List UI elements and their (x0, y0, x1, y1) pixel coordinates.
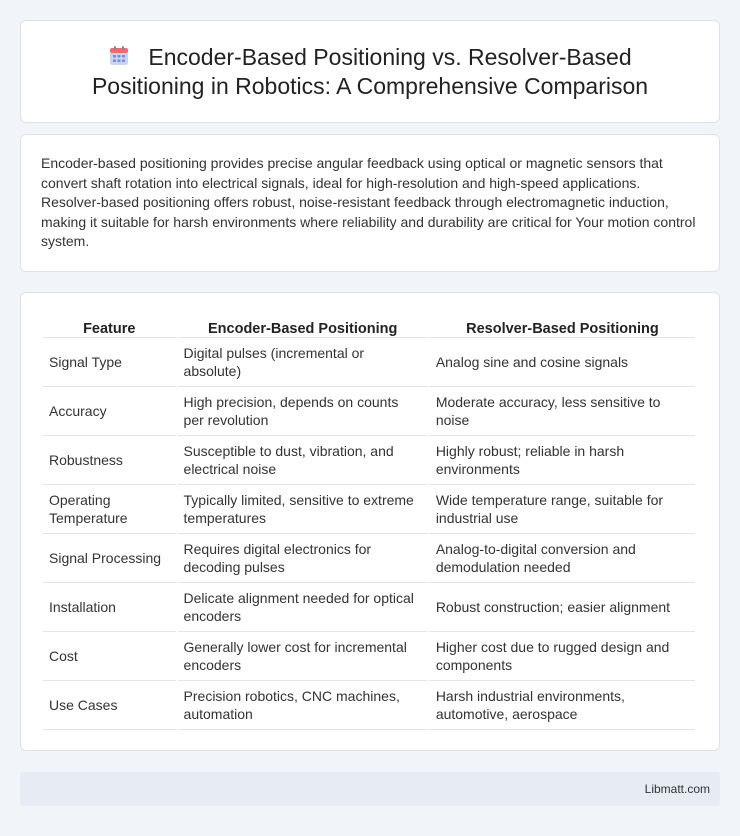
table-row (43, 632, 695, 681)
feature-cell: Signal Processing (43, 534, 176, 583)
feature-cell: Robustness (43, 436, 176, 485)
comparison-card (20, 292, 720, 751)
header-encoder: Encoder-Based Positioning (178, 313, 428, 338)
intro-card (20, 134, 720, 272)
table-row (43, 387, 695, 436)
feature-cell: Signal Type (43, 338, 176, 387)
footer-brand[interactable]: Libmatt.com (644, 782, 710, 796)
encoder-cell: Requires digital electronics for decoding pulses (178, 534, 428, 583)
encoder-cell: Typically limited, sensitive to extreme temperatures (178, 485, 428, 534)
table-row (43, 583, 695, 632)
resolver-cell: Analog-to-digital conversion and demodulation needed (430, 534, 695, 583)
title-text: Encoder-Based Positioning vs. Resolver-Based Positioning in Robotics: A Comprehensive Comparison (91, 43, 649, 99)
table-row (43, 338, 695, 387)
encoder-cell: Susceptible to dust, vibration, and electrical noise (178, 436, 428, 485)
resolver-cell: Harsh industrial environments, automotive, aerospace (430, 681, 695, 730)
page-title (51, 43, 689, 101)
calendar-icon (108, 45, 130, 67)
intro-text: Encoder-based positioning provides precise angular feedback using optical or magnetic sensors that convert shaft rotation into electrical signals, ideal for high-resolution and high-speed applications. Resolver-based positioning offers robust, noise-resistant feedback through electromagnetic induction, making it suitable for harsh environments where reliability and durability are critical for Your motion control system. (41, 155, 696, 249)
resolver-cell: Moderate accuracy, less sensitive to noise (430, 387, 695, 436)
table-row (43, 436, 695, 485)
header-feature: Feature (43, 313, 176, 338)
encoder-cell: Precision robotics, CNC machines, automation (178, 681, 428, 730)
header-resolver: Resolver-Based Positioning (430, 313, 695, 338)
resolver-cell: Highly robust; reliable in harsh environments (430, 436, 695, 485)
feature-cell: Use Cases (43, 681, 176, 730)
resolver-cell: Wide temperature range, suitable for industrial use (430, 485, 695, 534)
encoder-cell: Delicate alignment needed for optical encoders (178, 583, 428, 632)
encoder-cell: Generally lower cost for incremental encoders (178, 632, 428, 681)
feature-cell: Accuracy (43, 387, 176, 436)
table-header-row (43, 313, 695, 338)
resolver-cell: Analog sine and cosine signals (430, 338, 695, 387)
resolver-cell: Robust construction; easier alignment (430, 583, 695, 632)
comparison-table (41, 313, 697, 730)
footer-bar (20, 772, 720, 806)
table-row (43, 534, 695, 583)
feature-cell: Installation (43, 583, 176, 632)
table-row (43, 485, 695, 534)
encoder-cell: High precision, depends on counts per revolution (178, 387, 428, 436)
encoder-cell: Digital pulses (incremental or absolute) (178, 338, 428, 387)
resolver-cell: Higher cost due to rugged design and components (430, 632, 695, 681)
title-card (20, 20, 720, 123)
table-row (43, 681, 695, 730)
feature-cell: Cost (43, 632, 176, 681)
feature-cell: Operating Temperature (43, 485, 176, 534)
